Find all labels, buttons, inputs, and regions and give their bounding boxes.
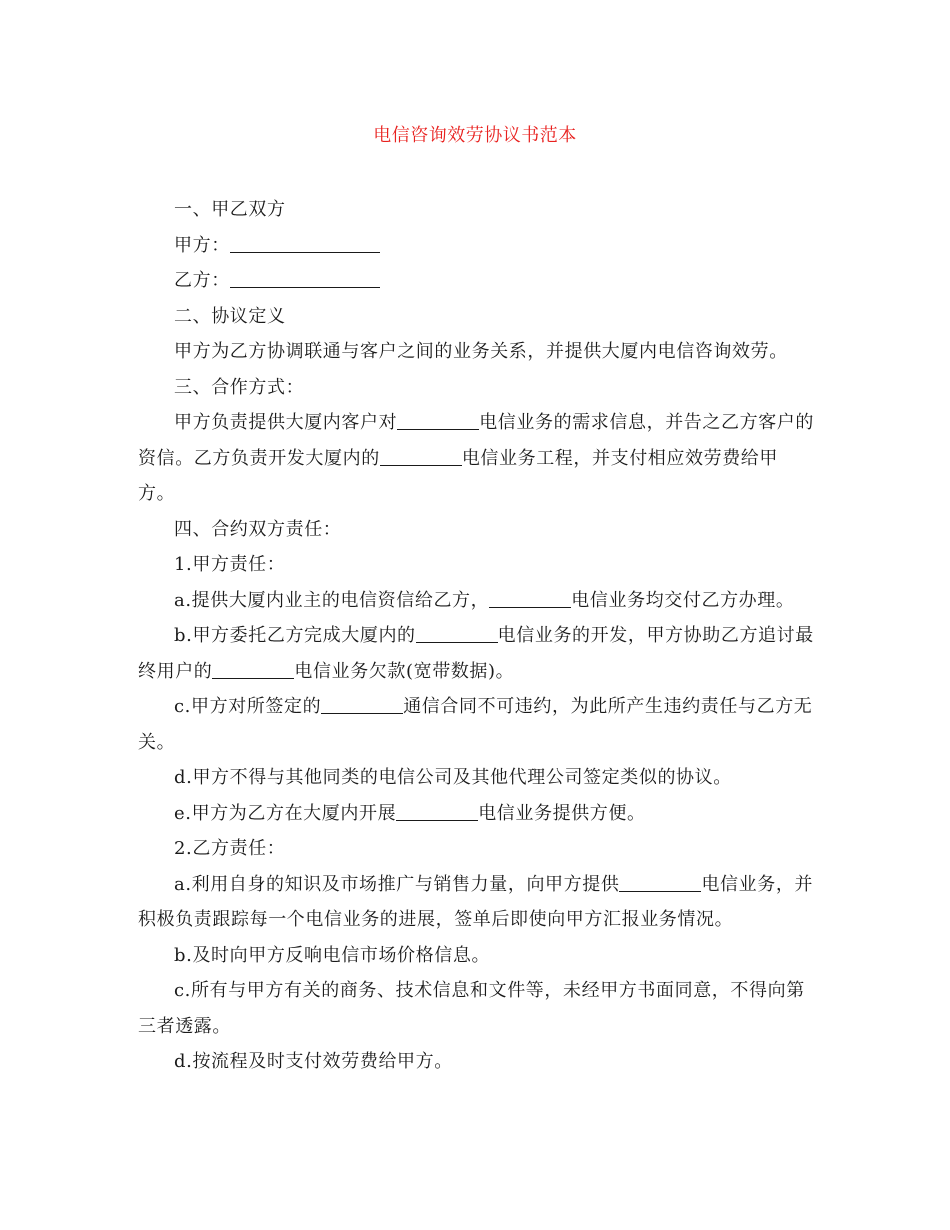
section-3-text-part-b: 电信业务的需求信息，并告之乙方客户的资信。乙方负责开发大厦内的	[138, 412, 815, 469]
party-b-item-b: b.及时向甲方反响电信市场价格信息。	[174, 944, 491, 966]
party-a-item-b	[138, 618, 814, 689]
party-a-line	[138, 228, 814, 264]
party-a-label: 甲方：	[174, 234, 230, 256]
section-2-text: 甲方为乙方协调联通与客户之间的业务关系，并提供大厦内电信咨询效劳。	[174, 341, 788, 362]
party-a-item-e-part-2: 电信业务提供方便。	[478, 802, 646, 824]
party-b-line	[138, 263, 814, 299]
section-3-blank-2	[380, 447, 462, 466]
party-a-item-b-blank-2	[212, 660, 294, 679]
party-a-blank	[230, 234, 380, 253]
party-b-item-c: c.所有与甲方有关的商务、技术信息和文件等，未经甲方书面同意，不得向第三者透露。	[138, 980, 805, 1037]
party-a-item-d: d.甲方不得与其他同类的电信公司及其他代理公司签定类似的协议。	[174, 767, 732, 788]
party-a-item-b-part-1: b.甲方委托乙方完成大厦内的	[174, 625, 416, 646]
section-4-heading: 四、合约双方责任：	[174, 518, 342, 540]
party-a-item-e	[138, 796, 814, 832]
party-a-item-b-blank-1	[416, 624, 498, 643]
party-b-label: 乙方：	[174, 270, 230, 291]
party-b-item-a-part-1: a.利用自身的知识及市场推广与销售力量，向甲方提供	[174, 873, 620, 895]
party-b-resp-heading: 2.乙方责任：	[174, 838, 286, 859]
section-3-text-part-c: 电信业务工程，并支付相应效劳费给甲方。	[138, 447, 779, 504]
party-b-item-d: d.按流程及时支付效劳费给甲方。	[174, 1051, 453, 1072]
party-a-item-c	[138, 689, 814, 760]
party-b-item-a-part-2: 电信业务，并积极负责跟踪每一个电信业务的进展，签单后即使向甲方汇报业务情况。	[138, 873, 814, 930]
party-a-item-e-blank	[396, 802, 478, 821]
party-a-item-b-part-3: 电信业务欠款(宽带数据)。	[294, 660, 515, 682]
party-a-item-c-part-2: 通信合同不可违约，为此所产生违约责任与乙方无关。	[138, 696, 813, 753]
section-1-heading: 一、甲乙双方	[174, 199, 286, 220]
party-a-resp-heading: 1.甲方责任：	[174, 554, 286, 575]
section-3-blank-1	[397, 411, 479, 430]
party-a-item-b-part-2: 电信业务的开发，甲方协助乙方追讨最终用户的	[138, 625, 814, 682]
party-b-item-a	[138, 867, 814, 938]
party-a-item-c-blank	[321, 695, 403, 714]
document-title: 电信咨询效劳协议书范本	[373, 125, 577, 146]
document-body	[138, 192, 814, 1080]
section-3-text	[138, 405, 814, 512]
party-b-blank	[230, 269, 380, 288]
party-a-item-a-part-1: a.提供大厦内业主的电信资信给乙方，	[174, 589, 490, 611]
section-2-heading: 二、协议定义	[174, 305, 286, 327]
section-3-text-part-a: 甲方负责提供大厦内客户对	[174, 412, 398, 433]
party-b-item-a-blank	[619, 873, 701, 892]
party-a-item-a-part-2: 电信业务均交付乙方办理。	[571, 589, 795, 611]
section-3-heading: 三、合作方式：	[174, 376, 305, 398]
party-a-item-a	[138, 583, 814, 619]
party-a-item-e-part-1: e.甲方为乙方在大厦内开展	[174, 802, 397, 824]
party-a-item-c-part-1: c.甲方对所签定的	[174, 696, 322, 717]
party-a-item-a-blank	[489, 589, 571, 608]
